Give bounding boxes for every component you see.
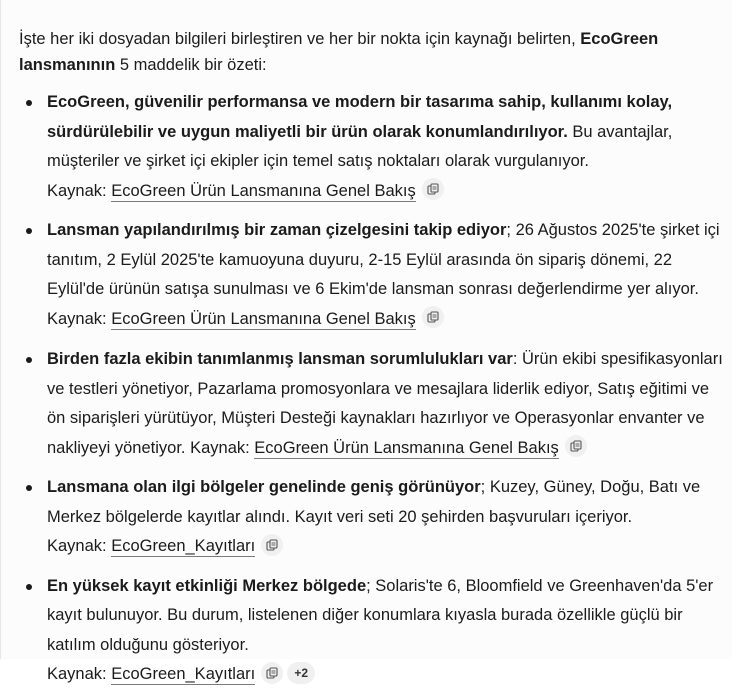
source-link[interactable]: EcoGreen_Kayıtları [111, 665, 256, 683]
citation-button[interactable] [422, 178, 444, 200]
bullet-bold: Lansman yapılandırılmış bir zaman çizelgesini takip ediyor [47, 221, 507, 239]
bullet-dot [26, 228, 32, 234]
source-prefix: Kaynak: [47, 665, 112, 683]
document-copy-icon [266, 667, 278, 679]
bullet-bold: EcoGreen, güvenilir performansa ve modern bir tasarıma sahip, kullanımı kolay, sürdürülebilir ve uygun maliyetli bir ürün olarak konumlandırılıyor. [47, 93, 673, 141]
bullet-bold: En yüksek kayıt etkinliği Merkez bölgede [47, 576, 367, 595]
intro-text-end: 5 maddelik bir özeti: [115, 56, 267, 74]
more-sources-button[interactable]: +2 [287, 662, 315, 684]
source-line [47, 305, 725, 335]
source-link[interactable]: EcoGreen_Kayıtları [111, 537, 256, 555]
bullet-text: ; Kuzey, Güney, Doğu, Batı ve Merkez bölgelerde kayıtlar alındı. Kayıt veri seti 20 şehirden başvuruları içeriyor. [47, 478, 701, 526]
document-copy-icon [570, 440, 582, 452]
intro-text: İşte her iki dosyadan bilgileri birleştiren ve her bir nokta için kaynağı belirten, [19, 30, 581, 48]
source-prefix: Kaynak: [185, 438, 255, 457]
bullet-dot [26, 100, 32, 106]
source-line [47, 660, 725, 690]
intro-paragraph [19, 26, 719, 78]
source-link[interactable]: EcoGreen Ürün Lansmanına Genel Bakış [111, 181, 416, 200]
list-item [1, 216, 732, 334]
list-item [1, 345, 732, 463]
list-item [1, 88, 732, 206]
bullet-bold: Birden fazla ekibin tanımlanmış lansman sorumlulukları var [47, 350, 513, 368]
citation-button[interactable] [422, 306, 444, 328]
source-line [47, 532, 725, 562]
citation-button[interactable] [261, 534, 283, 556]
source-line [47, 177, 725, 207]
bullet-text: : Ürün ekibi spesifikasyonları ve testleri yönetiyor, Pazarlama promosyonlara ve mesajlara liderlik ediyor, Satış eğitimi ve ön siparişleri yürütüyor, Müşteri Desteği kaynakları hazırlıyor ve Operasyonlar envanter ve nakliyeyi yönetiyor. [47, 350, 723, 457]
bullet-bold: Lansmana olan ilgi bölgeler genelinde geniş görünüyor [47, 478, 481, 496]
document-copy-icon [266, 539, 278, 551]
source-link[interactable]: EcoGreen Ürün Lansmanına Genel Bakış [254, 438, 559, 457]
source-prefix: Kaynak: [47, 181, 112, 200]
bullet-dot [26, 584, 32, 590]
source-link[interactable]: EcoGreen Ürün Lansmanına Genel Bakış [111, 309, 416, 328]
source-prefix: Kaynak: [47, 309, 112, 328]
citation-button[interactable] [261, 662, 283, 684]
bullet-text: ; Solaris'te 6, Bloomfield ve Greenhaven'da 5'er kayıt bulunuyor. Bu durum, listelenen diğer konumlara kıyasla burada özellikle güçlü bir katılım olduğunu gösteriyor. [47, 576, 714, 654]
list-item [1, 572, 732, 690]
citation-button[interactable] [565, 435, 587, 457]
bullet-text: Bu avantajlar, müşteriler ve şirket içi ekipler için temel satış noktaları olarak vurgulanıyor. [47, 122, 673, 170]
bullet-text: ; 26 Ağustos 2025'te şirket içi tanıtım, 2 Eylül 2025'te kamuoyuna duyuru, 2-15 Eylül arasında ön sipariş dönemi, 22 Eylül'de ürünün satışa sunulması ve 6 Ekim'de lansman sonrası değerlendirme yer alıyor. [47, 221, 720, 298]
list-item [1, 473, 732, 562]
intro-bold: EcoGreen lansmanının [19, 30, 659, 74]
document-copy-icon [427, 311, 439, 323]
source-prefix: Kaynak: [47, 537, 112, 555]
document-copy-icon [427, 183, 439, 195]
bullet-dot [26, 485, 32, 491]
summary-list [1, 88, 732, 690]
bullet-dot [26, 357, 32, 363]
